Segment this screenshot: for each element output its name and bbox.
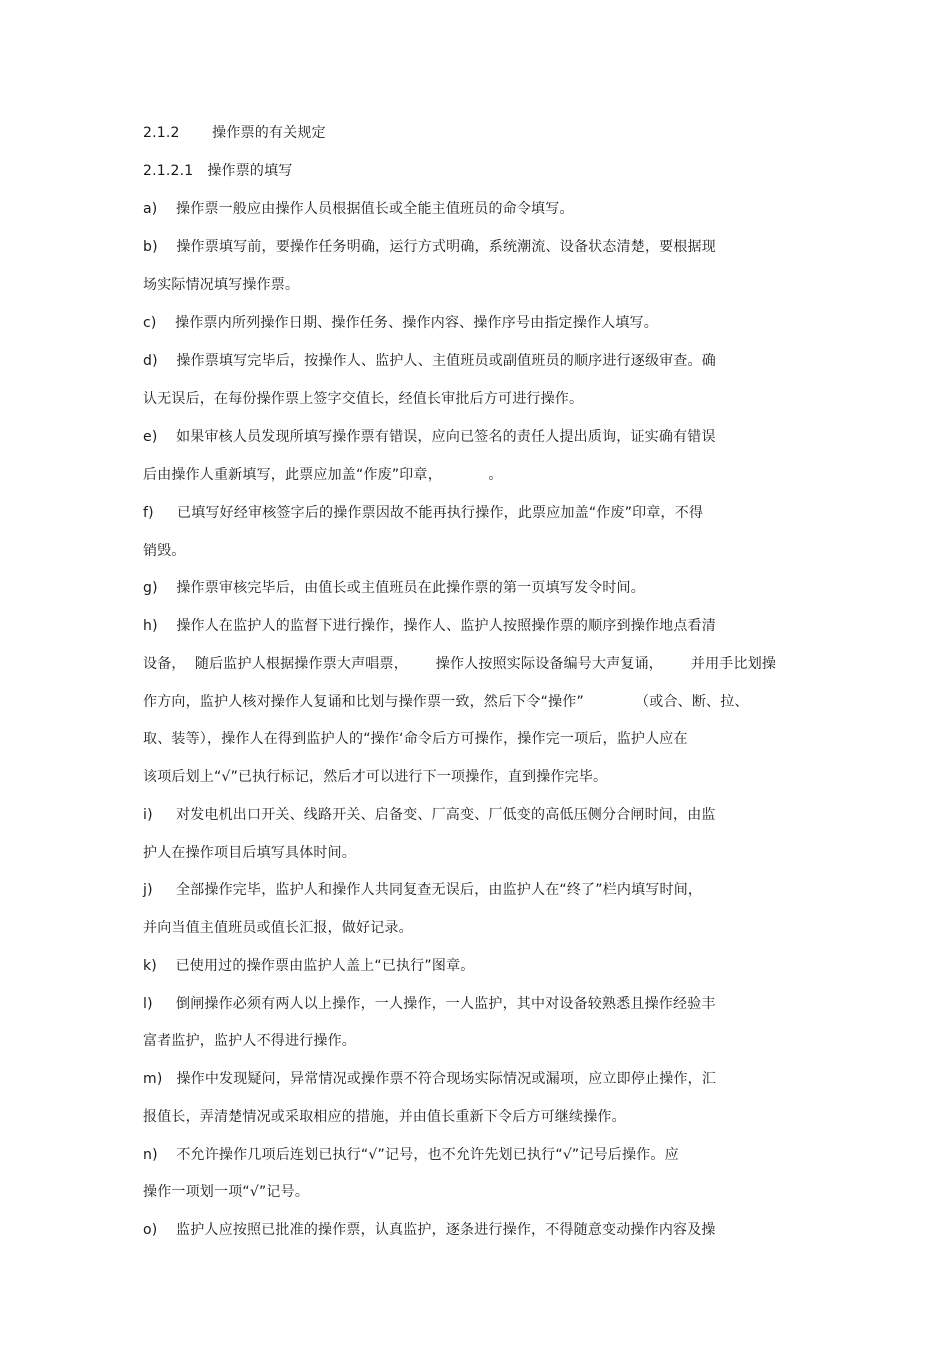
paragraph-line: b) 操作票填写前，要操作任务明确，运行方式明确，系统潮流、设备状态清楚，要根据现 [143,239,716,255]
paragraph-line: o) 监护人应按照已批准的操作票，认真监护，逐条进行操作，不得随意变动操作内容及操 [143,1222,716,1238]
paragraph-line: 并向当值主值班员或值长汇报，做好记录。 [143,920,413,936]
paragraph-line: 护人在操作项目后填写具体时间。 [143,845,356,861]
paragraph-line: 后由操作人重新填写，此票应加盖“作废”印章， 。 [143,467,503,483]
paragraph-line: 设备， 随后监护人根据操作票大声唱票， 操作人按照实际设备编号大声复诵， 并用手比划操 [143,656,777,672]
paragraph-line: a) 操作票一般应由操作人员根据值长或全能主值班员的命令填写。 [143,201,574,217]
paragraph-line: e) 如果审核人员发现所填写操作票有错误，应向已签名的责任人提出质询，证实确有错误 [143,429,716,445]
paragraph-line: j) 全部操作完毕，监护人和操作人共同复查无误后，由监护人在“终了”栏内填写时间， [143,882,703,898]
paragraph-line: 场实际情况填写操作票。 [143,277,300,293]
paragraph-line: 富者监护，监护人不得进行操作。 [143,1033,356,1049]
paragraph-line: f) 已填写好经审核签字后的操作票因故不能再执行操作，此票应加盖“作废”印章，不得 [143,505,704,521]
paragraph-line: k) 已使用过的操作票由监护人盖上“已执行”图章。 [143,958,475,974]
paragraph-line: h) 操作人在监护人的监督下进行操作，操作人、监护人按照操作票的顺序到操作地点看清 [143,618,716,634]
paragraph-line: 该项后划上“√”已执行标记，然后才可以进行下一项操作，直到操作完毕。 [143,769,608,785]
paragraph-line: m) 操作中发现疑问，异常情况或操作票不符合现场实际情况或漏项，应立即停止操作，汇 [143,1071,717,1087]
paragraph-line: 作方向，监护人核对操作人复诵和比划与操作票一致，然后下令“操作” （或合、断、拉、 [143,694,749,710]
paragraph-line: 报值长，弄清楚情况或采取相应的措施，并由值长重新下令后方可继续操作。 [143,1109,626,1125]
paragraph-line: g) 操作票审核完毕后，由值长或主值班员在此操作票的第一页填写发令时间。 [143,580,645,596]
paragraph-line: 取、装等），操作人在得到监护人的“操作‘命令后方可操作，操作完一项后，监护人应在 [143,731,688,747]
paragraph-line: 认无误后，在每份操作票上签字交值长，经值长审批后方可进行操作。 [143,391,584,407]
paragraph-line: c) 操作票内所列操作日期、操作任务、操作内容、操作序号由指定操作人填写。 [143,315,658,331]
paragraph-line: i) 对发电机出口开关、线路开关、启备变、厂高变、厂低变的高低压侧分合闸时间，由监 [143,807,716,823]
subsection-heading: 2.1.2.1 操作票的填写 [143,163,293,179]
paragraph-line: n) 不允许操作几项后连划已执行“√”记号，也不允许先划已执行“√”记号后操作。应 [143,1147,679,1163]
paragraph-line: d) 操作票填写完毕后，按操作人、监护人、主值班员或副值班员的顺序进行逐级审查。确 [143,353,716,369]
paragraph-line: l) 倒闸操作必须有两人以上操作，一人操作，一人监护，其中对设备较熟悉且操作经验丰 [143,996,716,1012]
paragraph-line: 操作一项划一项“√”记号。 [143,1184,310,1200]
section-heading: 2.1.2 操作票的有关规定 [143,125,326,141]
paragraph-line: 销毁。 [143,543,186,559]
